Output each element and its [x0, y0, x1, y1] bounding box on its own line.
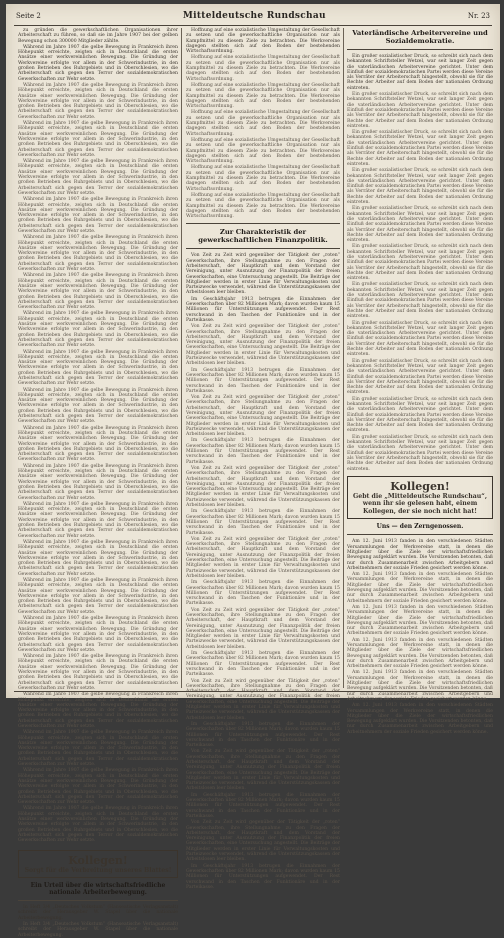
paragraph: Von Zeit zu Zeit wird gegenüber der Tätigkeit der „roten“ Gewerkschaften, ihre Stellungnahme zu den Fragen der Arbeiterschaft, der Hauptkraft und dem Vorstand der Vereinigung, unter Ausnutzung der Finanzpolitik der freien Gewerkschaften, eine Untersuchung angestellt. Die Beiträge der Mitglieder werden in erster Linie für Verwaltungskosten und Parteizwecke verwendet, während die Unterstützungskassen der Arbeitslosen leer bleiben. — [186, 820, 340, 863]
paragraph: Während im Jahre 1907 die gelbe Bewegung in Frankreich ihren Höhepunkt erreichte, zeigten sich in Deutschland die ersten Ansätze einer werkvereinlichen Bewegung. Die Gründung der Werkvereine erfolgte vor allem in der Schwerindustrie, in den großen Betrieben des Ruhrgebiets und in Oberschlesien, wo die Arbeiterschaft sich gegen den Terror der sozialdemokratischen Gewerkschaften zur Wehr setzte. — [18, 768, 178, 806]
paragraph: Ein großer sozialistischer Druck, so schreibt sich nach dem bekannten Schriftsteller Wetzel, war seit langer Zeit gegen die vaterländischen Arbeitervereine gerichtet. Unter dem Einfluß der sozialdemokratischen Partei werden diese Vereine als Verräter der Arbeiterschaft hingestellt, obwohl sie für die Rechte der Arbeiter auf dem Boden der nationalen Ordnung eintreten. — [347, 130, 493, 167]
article-headline: Vaterländische Arbeitervereine und Sozialdemokratie. — [352, 29, 488, 45]
appeal-heading: Kollegen! — [390, 479, 450, 493]
paragraph: Während im Jahre 1907 die gelbe Bewegung in Frankreich ihren Höhepunkt erreichte, zeigten sich in Deutschland die ersten Ansätze einer werkvereinlichen Bewegung. Die Gründung der Werkvereine erfolgte vor allem in der Schwerindustrie, in den großen Betrieben des Ruhrgebiets und in Oberschlesien, wo die Arbeiterschaft sich gegen den Terror der sozialdemokratischen Gewerkschaften zur Wehr setzte. — [18, 501, 178, 539]
article-headline: Zur Charakteristik der gewerkschaftlichen Finanzpolitik. — [198, 228, 328, 245]
paragraph: zu gründen die gewerkschaftlichen Organisationen ihrer Arbeiterschaft zu führen, so daß sie im Jahre 1907 bei der gelben Bewegung schon 300000 Mitglieder zählte. — [18, 28, 178, 44]
paragraph: Am 12. Juni 1913 fanden in den verschiedenen Städten Versammlungen der Werkvereine statt, in denen die Mitglieder über die Ziele der wirtschaftsfriedlichen Bewegung aufgeklärt wurden. Die Vorsitzenden betonten, daß nur durch Zusammenarbeit zwischen Arbeitgebern und Arbeitnehmern der soziale Frieden gesichert werden könne. — [347, 572, 493, 604]
paragraph: Hoffnung auf eine sozialistische Umgestaltung der Gesellschaft zu setzen und die gewerkschaftliche Organisation nur als Kampfmittel zu diesem Ziele zu betrachten. Die Werkvereine dagegen stellten sich auf den Boden der bestehenden Wirtschaftsordnung. — [186, 110, 340, 137]
paragraph: Ein großer sozialistischer Druck, so schreibt sich nach dem bekannten Schriftsteller Wetzel, war seit langer Zeit gegen die vaterländischen Arbeitervereine gerichtet. Unter dem Einfluß der sozialdemokratischen Partei werden diese Vereine als Verräter der Arbeiterschaft hingestellt, obwohl sie für die Rechte der Arbeiter auf dem Boden der nationalen Ordnung eintreten. — [347, 168, 493, 206]
article-headline: Uns — den Zerngenossen. — [376, 523, 464, 531]
paragraph: Während im Jahre 1907 die gelbe Bewegung in Frankreich ihren Höhepunkt erreichte, zeigten sich in Deutschland die ersten Ansätze einer werkvereinlichen Bewegung. Die Gründung der Werkvereine erfolgte vor allem in der Schwerindustrie, in den großen Betrieben des Ruhrgebiets und in Oberschlesien, wo die Arbeiterschaft sich gegen den Terror der sozialdemokratischen Gewerkschaften zur Wehr setzte. — [18, 82, 178, 120]
paragraph: Hoffnung auf eine sozialistische Umgestaltung der Gesellschaft zu setzen und die gewerkschaftliche Organisation nur als Kampfmittel zu diesem Ziele zu betrachten. Die Werkvereine dagegen stellten sich auf den Boden der bestehenden Wirtschaftsordnung. — [186, 192, 340, 220]
paragraph: Während im Jahre 1907 die gelbe Bewegung in Frankreich ihren Höhepunkt erreichte, zeigten sich in Deutschland die ersten Ansätze einer werkvereinlichen Bewegung. Die Gründung der Werkvereine erfolgte vor allem in der Schwerindustrie, in den großen Betrieben des Ruhrgebiets und in Oberschlesien, wo die Arbeiterschaft sich gegen den Terror der sozialdemokratischen Gewerkschaften zur Wehr setzte. — [18, 463, 178, 501]
paragraph: Am 12. Juni 1913 fanden in den verschiedenen Städten Versammlungen der Werkvereine statt, in denen die Mitglieder über die Ziele der wirtschaftsfriedlichen Bewegung aufgeklärt wurden. Die Vorsitzenden betonten, daß nur durch Zusammenarbeit zwischen Arbeitgebern und Arbeitnehmern der soziale Frieden gesichert werden könne. — [347, 604, 493, 637]
paragraph: Während im Jahre 1907 die gelbe Bewegung in Frankreich ihren Höhepunkt erreichte, zeigten sich in Deutschland die ersten Ansätze einer werkvereinlichen Bewegung. Die Gründung der Werkvereine erfolgte vor allem in der Schwerindustrie, in den großen Betrieben des Ruhrgebiets und in Oberschlesien, wo die Arbeiterschaft sich gegen den Terror der sozialdemokratischen Gewerkschaften zur Wehr setzte. — [18, 806, 178, 844]
paragraph: Am 12. Juni 1913 fanden in den verschiedenen Städten Versammlungen der Werkvereine statt, in denen die Mitglieder über die Ziele der wirtschaftsfriedlichen Bewegung aufgeklärt wurden. Die Vorsitzenden betonten, daß nur durch Zusammenarbeit zwischen Arbeitgebern und Arbeitnehmern der soziale Frieden gesichert werden könne. — [347, 539, 493, 571]
issue-number: Nr. 23 — [467, 12, 490, 20]
paragraph: Im Geschäftsjahr 1913 betrugen die Einnahmen der Gewerkschaften über 82 Millionen Mark; davon wurden kaum 15 Millionen für Unterstützungen aufgewendet. Der Rest verschwand in den Taschen der Funktionäre und in der Parteikasse. — [186, 580, 340, 607]
paragraph: Im Geschäftsjahr 1913 betrugen die Einnahmen der Gewerkschaften über 82 Millionen Mark; davon wurden kaum 15 Millionen für Unterstützungen aufgewendet. Der Rest verschwand in den Taschen der Funktionäre und in der Parteikasse. — [186, 721, 340, 749]
paragraph: Während im Jahre 1907 die gelbe Bewegung in Frankreich ihren Höhepunkt erreichte, zeigten sich in Deutschland die ersten Ansätze einer werkvereinlichen Bewegung. Die Gründung der Werkvereine erfolgte vor allem in der Schwerindustrie, in den großen Betrieben des Ruhrgebiets und in Oberschlesien, wo die Arbeiterschaft sich gegen den Terror der sozialdemokratischen Gewerkschaften zur Wehr setzte. — [18, 425, 178, 463]
paragraph: Während im Jahre 1907 die gelbe Bewegung in Frankreich ihren Höhepunkt erreichte, zeigten sich in Deutschland die ersten Ansätze einer werkvereinlichen Bewegung. Die Gründung der Werkvereine erfolgte vor allem in der Schwerindustrie, in den großen Betrieben des Ruhrgebiets und in Oberschlesien, wo die Arbeiterschaft sich gegen den Terror der sozialdemokratischen Gewerkschaften zur Wehr setzte. — [18, 121, 178, 158]
paragraph: Während im Jahre 1907 die gelbe Bewegung in Frankreich ihren Höhepunkt erreichte, zeigten sich in Deutschland die ersten Ansätze einer werkvereinlichen Bewegung. Die Gründung der Werkvereine erfolgte vor allem in der Schwerindustrie, in den großen Betrieben des Ruhrgebiets und in Oberschlesien, wo die Arbeiterschaft sich gegen den Terror der sozialdemokratischen Gewerkschaften zur Wehr setzte. — [18, 311, 178, 349]
paragraph: Von Zeit zu Zeit wird gegenüber der Tätigkeit der „roten“ Gewerkschaften, ihre Stellungnahme zu den Fragen der Arbeiterschaft, der Hauptkraft und dem Vorstand der Vereinigung, unter Ausnutzung der Finanzpolitik der freien Gewerkschaften, eine Untersuchung angestellt. Die Beiträge der Mitglieder werden in erster Linie für Verwaltungskosten und Parteizwecke verwendet, während die Unterstützungskassen der Arbeitslosen leer bleiben. — [186, 536, 340, 579]
paragraph: Ein großer sozialistischer Druck, so schreibt sich nach dem bekannten Schriftsteller Wetzel, war seit langer Zeit gegen die vaterländischen Arbeitervereine gerichtet. Unter dem Einfluß der sozialdemokratischen Partei werden diese Vereine als Verräter der Arbeiterschaft hingestellt, obwohl sie für die Rechte der Arbeiter auf dem Boden der nationalen Ordnung eintreten. — [347, 396, 493, 434]
paragraph: Während im Jahre 1907 die gelbe Bewegung in Frankreich ihren Höhepunkt erreichte, zeigten sich in Deutschland die ersten Ansätze einer werkvereinlichen Bewegung. Die Gründung der Werkvereine erfolgte vor allem in der Schwerindustrie, in den großen Betrieben des Ruhrgebiets und in Oberschlesien, wo die Arbeiterschaft sich gegen den Terror der sozialdemokratischen Gewerkschaften zur Wehr setzte. — [18, 539, 178, 577]
appeal-box — [18, 850, 178, 879]
paragraph: Am 12. Juni 1913 fanden in den verschiedenen Städten Versammlungen der Werkvereine statt, in denen die Mitglieder über die Ziele der wirtschaftsfriedlichen Bewegung aufgeklärt wurden. Die Vorsitzenden betonten, daß nur durch Zusammenarbeit zwischen Arbeitgebern und Arbeitnehmern der soziale Frieden gesichert werden könne. — [347, 703, 493, 735]
paragraph: Hoffnung auf eine sozialistische Umgestaltung der Gesellschaft zu setzen und die gewerkschaftliche Organisation nur als Kampfmittel zu diesem Ziele zu betrachten. Die Werkvereine dagegen stellten sich auf den Boden der bestehenden Wirtschaftsordnung. — [186, 165, 340, 192]
paragraph: Von Zeit zu Zeit wird gegenüber der Tätigkeit der „roten“ Gewerkschaften, ihre Stellungnahme zu den Fragen der Arbeiterschaft, der Hauptkraft und dem Vorstand der Vereinigung, unter Ausnutzung der Finanzpolitik der freien Gewerkschaften, eine Untersuchung angestellt. Die Beiträge der Mitglieder werden in erster Linie für Verwaltungskosten und Parteizwecke verwendet, während die Unterstützungskassen der Arbeitslosen leer bleiben. — [186, 749, 340, 792]
paragraph: Im Geschäftsjahr 1913 betrugen die Einnahmen der Gewerkschaften über 82 Millionen Mark; davon wurden kaum 15 Millionen für Unterstützungen aufgewendet. Der Rest verschwand in den Taschen der Funktionäre und in der Parteikasse. — [186, 438, 340, 465]
paragraph: Ein großer sozialistischer Druck, so schreibt sich nach dem bekannten Schriftsteller Wetzel, war seit langer Zeit gegen die vaterländischen Arbeitervereine gerichtet. Unter dem Einfluß der sozialdemokratischen Partei werden diese Vereine als Verräter der Arbeiterschaft hingestellt, obwohl sie für die Rechte der Arbeiter auf dem Boden der nationalen Ordnung eintreten. — [347, 206, 493, 244]
paragraph: Im Geschäftsjahr 1913 betrugen die Einnahmen der Gewerkschaften über 82 Millionen Mark; davon wurden kaum 15 Millionen für Unterstützungen aufgewendet. Der Rest verschwand in den Taschen der Funktionäre und in der Parteikasse. — [186, 367, 340, 394]
appeal-box — [347, 476, 493, 520]
paragraph: Von Zeit zu Zeit wird gegenüber der Tätigkeit der „roten“ Gewerkschaften, ihre Stellungnahme zu den Fragen der Vereinigung, unter Ausnutzung der Finanzpolitik der freien Gewerkschaften, eine Untersuchung angestellt. Die Beiträge der Mitglieder werden in erster Linie für Verwaltungskosten und Parteizwecke verwendet, während die Unterstützungskassen der Arbeitslosen leer bleiben. — [186, 678, 340, 721]
paragraph: Von Zeit zu Zeit wird gegenüber der Tätigkeit der „roten“ Gewerkschaften, ihre Stellungnahme zu den Fragen der Arbeiterschaft, der Hauptkraft und dem Vorstand der Vereinigung, unter Ausnutzung der Finanzpolitik der freien Gewerkschaften, eine Untersuchung angestellt. Die Beiträge der Mitglieder werden in erster Linie für Verwaltungskosten und Parteizwecke verwendet, während die Unterstützungskassen der Arbeitslosen leer bleiben. — [186, 253, 340, 296]
column-3 — [347, 28, 493, 735]
paragraph: Während im Jahre 1907 die gelbe Bewegung in Frankreich ihren Höhepunkt erreichte, zeigten sich in Deutschland die ersten Ansätze einer werkvereinlichen Bewegung. Die Gründung der Werkvereine erfolgte vor allem in der Schwerindustrie, in den großen Betrieben des Ruhrgebiets und in Oberschlesien, wo die Arbeiterschaft sich gegen den Terror der sozialdemokratischen Gewerkschaften zur Wehr setzte. — [18, 577, 178, 615]
paragraph: Ein großer sozialistischer Druck, so schreibt sich nach dem bekannten Schriftsteller Wetzel, war seit langer Zeit gegen die vaterländischen Arbeitervereine gerichtet. Unter dem Einfluß der sozialdemokratischen Partei werden diese Vereine als Verräter der Arbeiterschaft hingestellt, obwohl sie für die Rechte der Arbeiter auf dem Boden der nationalen Ordnung eintreten. — [347, 244, 493, 282]
paragraph: Ein großer sozialistischer Druck, so schreibt sich nach dem bekannten Schriftsteller Wetzel, war seit langer Zeit gegen die vaterländischen Arbeitervereine gerichtet. Unter dem Einfluß der sozialdemokratischen Partei werden diese Vereine als Verräter der Arbeiterschaft hingestellt, obwohl sie für die Rechte der Arbeiter auf dem Boden der nationalen Ordnung eintreten. — [347, 320, 493, 358]
divider — [347, 534, 493, 535]
paragraph: Während im Jahre 1907 die gelbe Bewegung in Frankreich ihren Höhepunkt erreichte, zeigten sich in Deutschland die ersten Ansätze einer werkvereinlichen Bewegung. Die Gründung der Werkvereine erfolgte vor allem in der Schwerindustrie, in den großen Betrieben des Ruhrgebiets und in Oberschlesien, wo die Arbeiterschaft sich gegen den Terror der sozialdemokratischen Gewerkschaften zur Wehr setzte. — [18, 692, 178, 729]
paragraph: In Heft 3/4 „Deutsches Volkstum“ (Hanseatische Verlagsanstalt) schreibt der Herausgeber W. Stapel über die nationale Arbeiterbewegung. — [18, 921, 178, 938]
divider — [18, 900, 178, 901]
paragraph: Ein großer sozialistischer Druck, so schreibt sich nach dem bekannten Schriftsteller Wetzel, war seit langer Zeit gegen die vaterländischen Arbeitervereine gerichtet. Unter dem Einfluß der sozialdemokratischen Partei werden diese Vereine als Verräter der Arbeiterschaft hingestellt, obwohl sie für die Rechte der Arbeiter auf dem Boden der nationalen Ordnung eintreten. — [347, 54, 493, 91]
column-1 — [18, 28, 178, 938]
paragraph: Hoffnung auf eine sozialistische Umgestaltung der Gesellschaft zu setzen und die gewerkschaftliche Organisation nur als Kampfmittel zu diesem Ziele zu betrachten. Die Werkvereine dagegen stellten sich auf den Boden der bestehenden Wirtschaftsordnung. — [186, 28, 340, 55]
paragraph: Ein großer sozialistischer Druck, so schreibt sich nach dem bekannten Schriftsteller Wetzel, war seit langer Zeit gegen die vaterländischen Arbeitervereine gerichtet. Unter dem Einfluß der sozialdemokratischen Partei werden diese Vereine als Verräter der Arbeiterschaft hingestellt, obwohl sie für die Rechte der Arbeiter auf dem Boden der nationalen Ordnung eintreten. — [347, 92, 493, 129]
paragraph: Am 12. Juni 1913 fanden in den verschiedenen Städten Versammlungen der Werkvereine statt, in denen die Mitglieder über die Ziele der wirtschaftsfriedlichen Bewegung aufgeklärt wurden. Die Vorsitzenden betonten, daß nur durch Zusammenarbeit zwischen Arbeitgebern und Arbeitnehmern der soziale Frieden gesichert werden könne. — [347, 637, 493, 670]
footer-rule — [14, 691, 492, 692]
paragraph: Während im Jahre 1907 die gelbe Bewegung in Frankreich ihren Höhepunkt erreichte, zeigten sich in Deutschland die ersten Ansätze einer werkvereinlichen Bewegung. Die Gründung der Werkvereine erfolgte vor allem in der Schwerindustrie, in den großen Betrieben des Ruhrgebiets und in Oberschlesien, wo die Arbeiterschaft sich gegen den Terror der sozialdemokratischen Gewerkschaften zur Wehr setzte. — [18, 730, 178, 768]
column-divider — [181, 28, 182, 688]
paragraph: Während im Jahre 1907 die gelbe Bewegung in Frankreich ihren Höhepunkt erreichte, zeigten sich in Deutschland die ersten Ansätze einer werkvereinlichen Bewegung. Die Gründung der Werkvereine erfolgte vor allem in der Schwerindustrie, in den großen Betrieben des Ruhrgebiets und in Oberschlesien, wo die Arbeiterschaft sich gegen den Terror der sozialdemokratischen Gewerkschaften zur Wehr setzte. — [18, 273, 178, 311]
header-rule — [14, 25, 492, 26]
paragraph: Während im Jahre 1907 die gelbe Bewegung in Frankreich ihren Höhepunkt erreichte, zeigten sich in Deutschland die ersten Ansätze einer werkvereinlichen Bewegung. Die Gründung der Werkvereine erfolgte vor allem in der Schwerindustrie, in den großen Betrieben des Ruhrgebiets und in Oberschlesien, wo die Arbeiterschaft sich gegen den Terror der sozialdemokratischen Gewerkschaften zur Wehr setzte. — [18, 159, 178, 196]
paragraph: Während im Jahre 1907 die gelbe Bewegung in Frankreich ihren Höhepunkt erreichte, zeigten sich in Deutschland die ersten Ansätze einer werkvereinlichen Bewegung. Die Gründung der Werkvereine erfolgte vor allem in der Schwerindustrie, in den großen Betrieben des Ruhrgebiets und in Oberschlesien, wo die Arbeiterschaft sich gegen den Terror der sozialdemokratischen Gewerkschaften zur Wehr setzte. — [18, 654, 178, 691]
paragraph: Am 12. Juni 1913 fanden in den verschiedenen Städten Versammlungen der Werkvereine statt, in denen die Mitglieder über die Ziele der wirtschaftsfriedlichen Bewegung aufgeklärt wurden. Die Vorsitzenden betonten, daß nur durch Zusammenarbeit zwischen Arbeitgebern und Arbeitnehmern der soziale Frieden gesichert werden könne. — [347, 670, 493, 702]
paragraph: Von Zeit zu Zeit wird gegenüber der Tätigkeit der „roten“ Gewerkschaften, ihre Stellungnahme zu den Fragen der Arbeiterschaft, der Hauptkraft und dem Vorstand der Vereinigung, unter Ausnutzung der Finanzpolitik der freien Gewerkschaften, eine Untersuchung angestellt. Die Beiträge der Mitglieder werden in erster Linie für Verwaltungskosten und Parteizwecke verwendet, während die Unterstützungskassen der Arbeitslosen leer bleiben. — [186, 324, 340, 367]
paragraph: Hoffnung auf eine sozialistische Umgestaltung der Gesellschaft zu setzen und die gewerkschaftliche Organisation nur als Kampfmittel zu diesem Ziele zu betrachten. Die Werkvereine dagegen stellten sich auf den Boden der bestehenden Wirtschaftsordnung. — [186, 137, 340, 165]
appeal-heading: Kollegen! — [68, 853, 128, 867]
paragraph: Ein großer sozialistischer Druck, so schreibt sich nach dem bekannten Schriftsteller Wetzel, war seit langer Zeit gegen die vaterländischen Arbeitervereine gerichtet. Unter dem Einfluß der sozialdemokratischen Partei werden diese Vereine als Verräter der Arbeiterschaft hingestellt, obwohl sie für die Rechte der Arbeiter auf dem Boden der nationalen Ordnung eintreten. — [347, 358, 493, 396]
appeal-text: Sorgt für die Verbreitung unseres Blattes! — [24, 866, 172, 874]
paragraph: Während im Jahre 1907 die gelbe Bewegung in Frankreich ihren Höhepunkt erreichte, zeigten sich in Deutschland die ersten Ansätze einer werkvereinlichen Bewegung. Die Gründung der Werkvereine erfolgte vor allem in der Schwerindustrie, in den großen Betrieben des Ruhrgebiets und in Oberschlesien, wo die Arbeiterschaft sich gegen den Terror der sozialdemokratischen Gewerkschaften zur Wehr setzte. — [18, 197, 178, 234]
paragraph: Im Geschäftsjahr 1913 betrugen die Einnahmen der Gewerkschaften über 82 Millionen Mark; davon wurden kaum 15 Millionen für Unterstützungen aufgewendet. Der Rest verschwand in den Taschen der Funktionäre und in der Parteikasse. — [186, 296, 340, 323]
paragraph: Während im Jahre 1907 die gelbe Bewegung in Frankreich ihren Höhepunkt erreichte, zeigten sich in Deutschland die ersten Ansätze einer werkvereinlichen Bewegung. Die Gründung der Werkvereine erfolgte vor allem in der Schwerindustrie, in den großen Betrieben des Ruhrgebiets und in Oberschlesien, wo die Arbeiterschaft sich gegen den Terror der sozialdemokratischen Gewerkschaften zur Wehr setzte. — [18, 44, 178, 82]
paragraph: Von Zeit zu Zeit wird gegenüber der Tätigkeit der „roten“ Gewerkschaften, ihre Stellungnahme zu den Fragen der Arbeiterschaft, der Hauptkraft und dem Vorstand der Vereinigung, unter Ausnutzung der Finanzpolitik der freien Gewerkschaften, eine Untersuchung angestellt. Die Beiträge der Mitglieder werden in erster Linie für Verwaltungskosten und Parteizwecke verwendet, während die Unterstützungskassen der Arbeitslosen leer bleiben. — [186, 465, 340, 509]
newspaper-page — [6, 4, 500, 938]
paragraph: Ein großer sozialistischer Druck, so schreibt sich nach dem bekannten Schriftsteller Wetzel, war seit langer Zeit gegen die vaterländischen Arbeitervereine gerichtet. Unter dem Einfluß der sozialdemokratischen Partei werden diese Vereine als Verräter der Arbeiterschaft hingestellt, obwohl sie für die Rechte der Arbeiter auf dem Boden der nationalen Ordnung eintreten. — [347, 434, 493, 472]
divider — [347, 49, 493, 50]
page-header — [16, 6, 490, 26]
masthead: Mitteldeutsche Rundschau — [182, 11, 326, 21]
paragraph: In Heft 3/4 „Deutsches Volkstum“ (Hanseatische Verlagsanstalt) schreibt der Herausgeber W. Stapel über die nationale Arbeiterbewegung. — [18, 905, 178, 921]
paragraph: Hoffnung auf eine sozialistische Umgestaltung der Gesellschaft zu setzen und die gewerkschaftliche Organisation nur als Kampfmittel zu diesem Ziele zu betrachten. Die Werkvereine dagegen stellten sich auf den Boden der bestehenden Wirtschaftsordnung. — [186, 82, 340, 110]
paragraph: Von Zeit zu Zeit wird gegenüber der Tätigkeit der „roten“ Gewerkschaften, ihre Stellungnahme zu den Fragen der Arbeiterschaft, der Hauptkraft und dem Vorstand der Vereinigung, unter Ausnutzung der Finanzpolitik der freien Gewerkschaften, eine Untersuchung angestellt. Die Beiträge der Mitglieder werden in erster Linie für Verwaltungskosten und Parteizwecke verwendet, während die Unterstützungskassen der Arbeitslosen leer bleiben. — [186, 395, 340, 438]
column-divider — [343, 28, 344, 688]
paragraph: Im Geschäftsjahr 1913 betrugen die Einnahmen der Gewerkschaften über 82 Millionen Mark; davon wurden kaum 15 Millionen für Unterstützungen aufgewendet. Der Rest verschwand in den Taschen der Funktionäre und in der Parteikasse. — [186, 792, 340, 819]
paragraph: Hoffnung auf eine sozialistische Umgestaltung der Gesellschaft zu setzen und die gewerkschaftliche Organisation nur als Kampfmittel zu diesem Ziele zu betrachten. Die Werkvereine dagegen stellten sich auf den Boden der bestehenden Wirtschaftsordnung. — [186, 55, 340, 82]
paragraph: Während im Jahre 1907 die gelbe Bewegung in Frankreich ihren Höhepunkt erreichte, zeigten sich in Deutschland die ersten Ansätze einer werkvereinlichen Bewegung. Die Gründung der Werkvereine erfolgte vor allem in der Schwerindustrie, in den großen Betrieben des Ruhrgebiets und in Oberschlesien, wo die Arbeiterschaft sich gegen den Terror der sozialdemokratischen Gewerkschaften zur Wehr setzte. — [18, 387, 178, 425]
page-number: Seite 2 — [16, 12, 41, 20]
appeal-text: Gebt die „Mitteldeutsche Rundschau“, wenn ihr sie gelesen habt, einem Kollegen, der sie noch nicht hat! — [353, 492, 487, 515]
divider — [186, 248, 340, 249]
paragraph: Im Geschäftsjahr 1913 betrugen die Einnahmen der Gewerkschaften über 82 Millionen Mark; davon wurden kaum 15 Millionen für Unterstützungen aufgewendet. Der Rest verschwand in den Taschen der Funktionäre und in der Parteikasse. — [186, 509, 340, 536]
column-2 — [186, 28, 340, 890]
paragraph: Von Zeit zu Zeit wird gegenüber der Tätigkeit der „roten“ Gewerkschaften, ihre Stellungnahme zu den Fragen der Arbeiterschaft, der Hauptkraft und dem Vorstand der Vereinigung, unter Ausnutzung der Finanzpolitik der freien Gewerkschaften, eine Untersuchung angestellt. Die Beiträge der Mitglieder werden in erster Linie für Verwaltungskosten und Parteizwecke verwendet, während die Unterstützungskassen der Arbeitslosen leer bleiben. — [186, 607, 340, 650]
paragraph: Während im Jahre 1907 die gelbe Bewegung in Frankreich ihren Höhepunkt erreichte, zeigten sich in Deutschland die ersten Ansätze einer werkvereinlichen Bewegung. Die Gründung der Werkvereine erfolgte vor allem in der Schwerindustrie, in den großen Betrieben des Ruhrgebiets und in Oberschlesien, wo die Arbeiterschaft sich gegen den Terror der sozialdemokratischen Gewerkschaften zur Wehr setzte. — [18, 349, 178, 387]
paragraph: Im Geschäftsjahr 1913 betrugen die Einnahmen der Gewerkschaften über 82 Millionen Mark; davon wurden kaum 15 Millionen für Unterstützungen aufgewendet. Der Rest verschwand in den Taschen der Funktionäre und in der Parteikasse. — [186, 651, 340, 678]
paragraph: Ein großer sozialistischer Druck, so schreibt sich nach dem bekannten Schriftsteller Wetzel, war seit langer Zeit gegen die vaterländischen Arbeitervereine gerichtet. Unter dem Einfluß der sozialdemokratischen Partei werden diese Vereine als Verräter der Arbeiterschaft hingestellt, obwohl sie für die Rechte der Arbeiter auf dem Boden der nationalen Ordnung eintreten. — [347, 282, 493, 320]
article-headline: Ein Urteil über die wirtschaftsfriedliche nationale Arbeiterbewegung. — [30, 882, 166, 897]
paragraph: Während im Jahre 1907 die gelbe Bewegung in Frankreich ihren Höhepunkt erreichte, zeigten sich in Deutschland die ersten Ansätze einer werkvereinlichen Bewegung. Die Gründung der Werkvereine erfolgte vor allem in der Schwerindustrie, in den großen Betrieben des Ruhrgebiets und in Oberschlesien, wo die Arbeiterschaft sich gegen den Terror der sozialdemokratischen Gewerkschaften zur Wehr setzte. — [18, 616, 178, 653]
divider — [186, 223, 340, 224]
paragraph: Im Geschäftsjahr 1913 betrugen die Einnahmen der Gewerkschaften über 82 Millionen Mark; davon wurden kaum 15 Millionen für Unterstützungen aufgewendet. Der Rest verschwand in den Taschen der Funktionäre und in der Parteikasse. — [186, 863, 340, 890]
paragraph: Während im Jahre 1907 die gelbe Bewegung in Frankreich ihren Höhepunkt erreichte, zeigten sich in Deutschland die ersten Ansätze einer werkvereinlichen Bewegung. Die Gründung der Werkvereine erfolgte vor allem in der Schwerindustrie, in den großen Betrieben des Ruhrgebiets und in Oberschlesien, wo die Arbeiterschaft sich gegen den Terror der sozialdemokratischen Gewerkschaften zur Wehr setzte. — [18, 235, 178, 273]
